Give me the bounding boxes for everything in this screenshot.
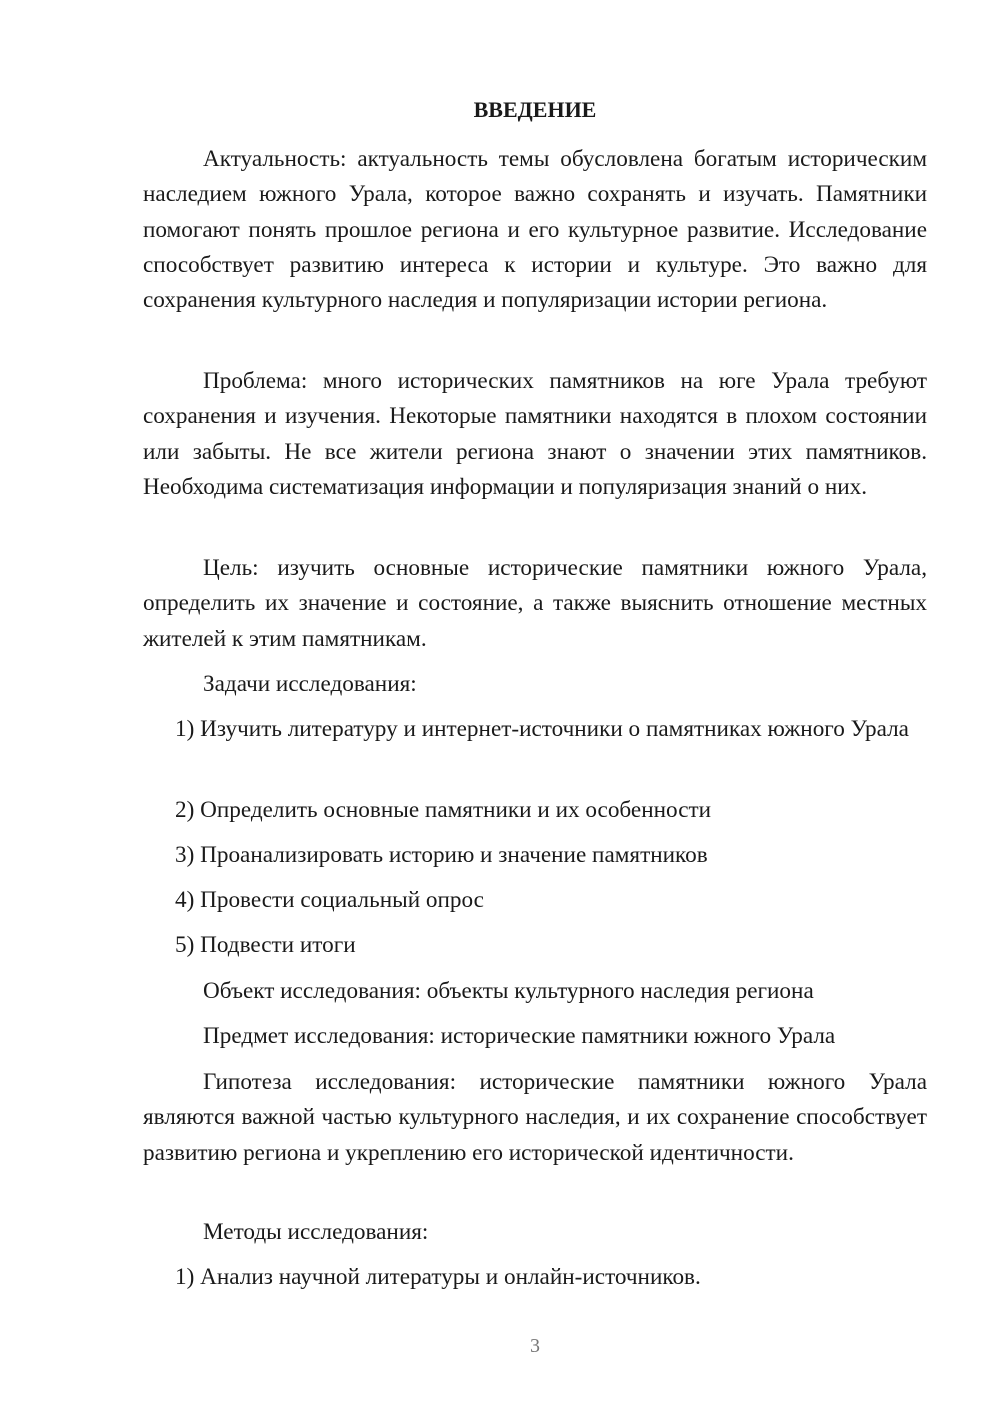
page-number: 3 [530, 1335, 540, 1357]
task-item-3: 3) Проанализировать историю и значение памятников [175, 842, 708, 868]
object-line: Объект исследования: объекты культурного наследия региона [203, 978, 814, 1004]
section-title: ВВЕДЕНИЕ [473, 97, 597, 122]
task-item-1: 1) Изучить литературу и интернет-источники о памятниках южного Урала [175, 716, 909, 742]
task-item-4: 4) Провести социальный опрос [175, 887, 484, 913]
method-item-1: 1) Анализ научной литературы и онлайн-источников. [175, 1264, 701, 1290]
methods-heading: Методы исследования: [203, 1219, 429, 1245]
hypothesis-paragraph: Гипотеза исследования: исторические памятники южного Урала являются важной частью культурного наследия, и их сохранение способствует развитию региона и укреплению его исторической идентичности. [143, 1069, 927, 1166]
relevance-paragraph: Актуальность: актуальность темы обусловлена богатым историческим наследием южного Урала, которое важно сохранять и изучать. Памятники помогают понять прошлое региона и его культурное развитие. Исследование способствует развитию интереса к истории и культуре. Это важно для сохранения культурного наследия и популяризации истории региона. [143, 146, 927, 314]
goal-paragraph: Цель: изучить основные исторические памятники южного Урала, определить их значение и состояние, а также выяснить отношение местных жителей к этим памятникам. [143, 555, 927, 652]
task-item-5: 5) Подвести итоги [175, 932, 356, 958]
problem-paragraph: Проблема: много исторических памятников на юге Урала требуют сохранения и изучения. Некоторые памятники находятся в плохом состоянии или забыты. Не все жители региона знают о значении этих памятников. Необходима систематизация информации и популяризация знаний о них. [143, 368, 927, 500]
task-item-2: 2) Определить основные памятники и их особенности [175, 797, 712, 823]
tasks-heading: Задачи исследования: [203, 671, 417, 697]
subject-line: Предмет исследования: исторические памятники южного Урала [203, 1023, 836, 1049]
